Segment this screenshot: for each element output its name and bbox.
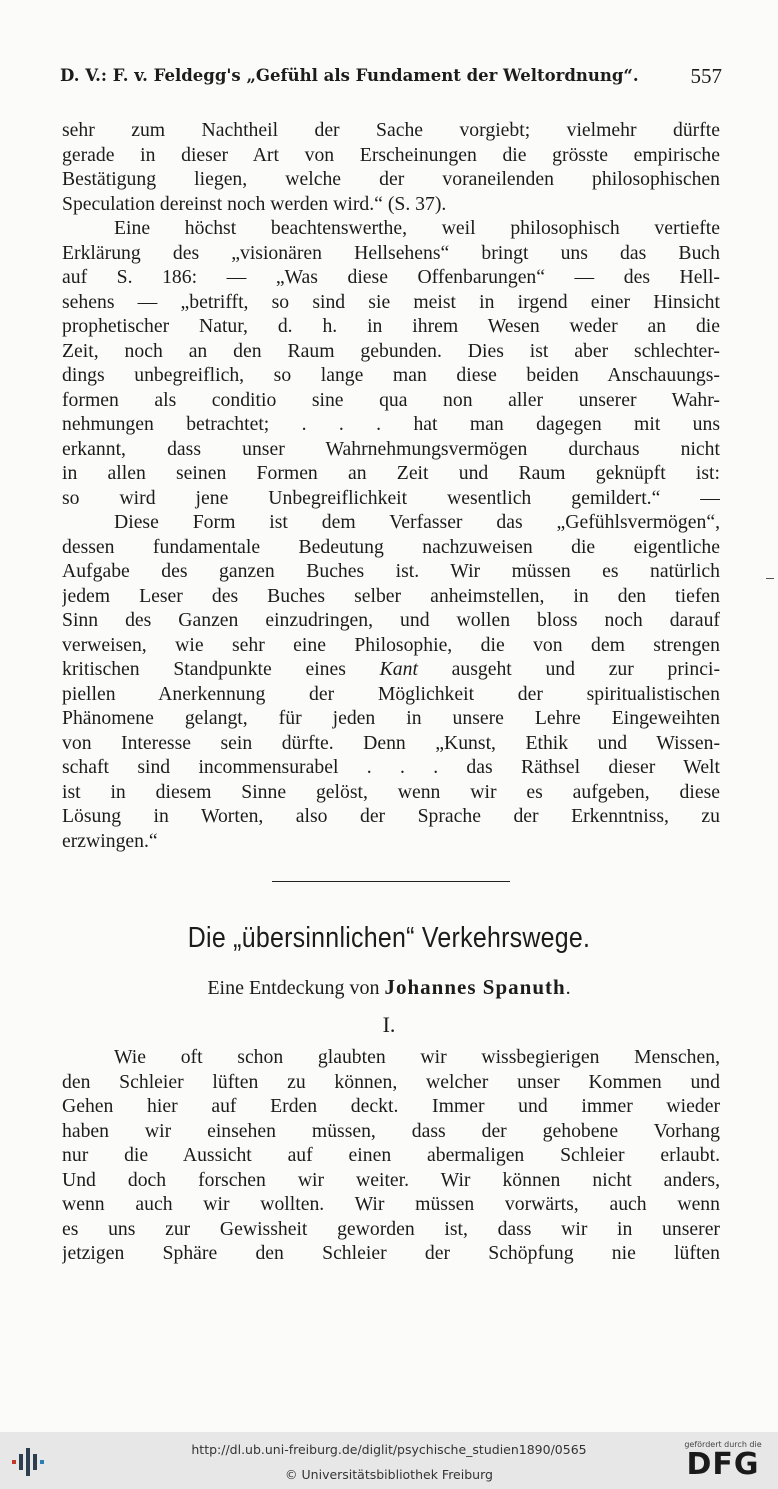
text-line: gerade in dieser Art von Erscheinungen die grösste empirische xyxy=(62,143,720,166)
text-line: piellen Anerkennung der Möglichkeit der spiritualistischen xyxy=(62,682,720,705)
text-line: prophetischer Natur, d. h. in ihrem Wesen weder an die xyxy=(62,315,720,337)
text-line: verweisen, wie sehr eine Philosophie, die von dem strengen xyxy=(62,633,720,656)
text-line: wenn auch wir wollten. Wir müssen vorwärts, auch wenn xyxy=(62,1193,720,1215)
text-line: Wie oft schon glaubten wir wissbegierigen Menschen, xyxy=(114,1046,720,1068)
text-line: Speculation dereinst noch werden wird.“ (S. 37). xyxy=(62,192,447,215)
text-line: formen als conditio sine qua non aller unserer Wahr- xyxy=(62,388,720,411)
running-header xyxy=(60,66,722,96)
text-line: sehens — „betrifft, so sind sie meist in irgend einer Hinsicht xyxy=(62,290,720,313)
text-line: schaft sind incommensurabel . . . das Räthsel dieser Welt xyxy=(62,756,720,778)
text-line: Und doch forschen wir weiter. Wir können nicht anders, xyxy=(62,1168,720,1191)
margin-mark xyxy=(766,578,774,579)
text-line: nur die Aussicht auf einen abermaligen Schleier erlaubt. xyxy=(62,1144,720,1166)
source-url-link[interactable]: http://dl.ub.uni-freiburg.de/diglit/psychische_studien1890/0565 xyxy=(191,1442,587,1457)
copyright-text: © Universitätsbibliothek Freiburg xyxy=(285,1467,493,1482)
text-line: Sinn des Ganzen einzudringen, und wollen bloss noch darauf xyxy=(62,609,720,631)
subtitle-prefix: Eine Entdeckung von xyxy=(207,977,380,999)
text-line: Zeit, noch an den Raum gebunden. Dies ist aber schlechter- xyxy=(62,339,720,362)
text-line: es uns zur Gewissheit geworden ist, dass wir in unserer xyxy=(62,1217,720,1240)
text-line: Gehen hier auf Erden deckt. Immer und immer wieder xyxy=(62,1095,720,1117)
text-line: Lösung in Worten, also der Sprache der Erkenntniss, zu xyxy=(62,805,720,827)
text-line: kritischen Standpunkte eines Kant ausgeht und zur princi- xyxy=(62,658,720,680)
dfg-logo xyxy=(678,1440,768,1482)
running-head-text: D. V.: F. v. Feldegg's „Gefühl als Fundament der Weltordnung“. xyxy=(60,66,639,85)
dfg-logo-text: DFG xyxy=(686,1447,760,1482)
text-line: erkannt, dass unser Wahrnehmungsvermögen durchaus nicht xyxy=(62,437,720,460)
text-line: dings unbegreiflich, so lange man diese beiden Anschauungs- xyxy=(62,364,720,386)
text-line: von Interesse sein dürfte. Denn „Kunst, Ethik und Wissen- xyxy=(62,731,720,754)
text-line: so wird jene Unbegreiflichkeit wesentlich gemildert.“ — xyxy=(62,486,720,509)
section-divider xyxy=(272,881,510,882)
text-line: Phänomene gelangt, für jeden in unsere Lehre Eingeweihten xyxy=(62,707,720,729)
dfg-caption: gefördert durch die xyxy=(684,1440,762,1449)
text-line: auf S. 186: — „Was diese Offenbarungen“ — des Hell- xyxy=(62,266,720,288)
text-line: Eine höchst beachtenswerthe, weil philosophisch vertiefte xyxy=(114,217,720,239)
body-text-part1 xyxy=(62,118,720,853)
subtitle-suffix: . xyxy=(565,977,571,999)
article-title: Die „übersinnlichen“ Verkehrswege. xyxy=(187,922,591,954)
text-line: Aufgabe des ganzen Buches ist. Wir müssen es natürlich xyxy=(62,560,720,582)
author-name: Johannes Spanuth xyxy=(384,975,566,999)
text-line: den Schleier lüften zu können, welcher unser Kommen und xyxy=(62,1070,720,1093)
text-line: jedem Leser des Buches selber anheimstellen, in den tiefen xyxy=(62,584,720,607)
text-line: Bestätigung liegen, welche der voraneilenden philosophischen xyxy=(62,168,720,190)
text-line: Erklärung des „visionären Hellsehens“ bringt uns das Buch xyxy=(62,241,720,264)
article-subtitle xyxy=(0,975,778,1000)
section-number: I. xyxy=(382,1012,396,1037)
text-line: haben wir einsehen müssen, dass der gehobene Vorhang xyxy=(62,1119,720,1142)
text-line: sehr zum Nachtheil der Sache vorgiebt; vielmehr dürfte xyxy=(62,119,720,141)
text-line: jetzigen Sphäre den Schleier der Schöpfung nie lüften xyxy=(62,1242,720,1264)
text-line: erzwingen.“ xyxy=(62,829,158,852)
text-line: Diese Form ist dem Verfasser das „Gefühlsvermögen“, xyxy=(114,511,720,533)
page-number: 557 xyxy=(690,66,722,88)
text-line: ist in diesem Sinne gelöst, wenn wir es aufgeben, diese xyxy=(62,780,720,803)
viewer-footer xyxy=(0,1432,778,1489)
body-text-part2 xyxy=(62,1045,720,1266)
emphasis-kant: Kant xyxy=(379,658,418,680)
text-line: nehmungen betrachtet; . . . hat man dagegen mit uns xyxy=(62,413,720,435)
text-line: in allen seinen Formen an Zeit und Raum geknüpft ist: xyxy=(62,462,720,484)
text-line: dessen fundamentale Bedeutung nachzuweisen die eigentliche xyxy=(62,535,720,558)
